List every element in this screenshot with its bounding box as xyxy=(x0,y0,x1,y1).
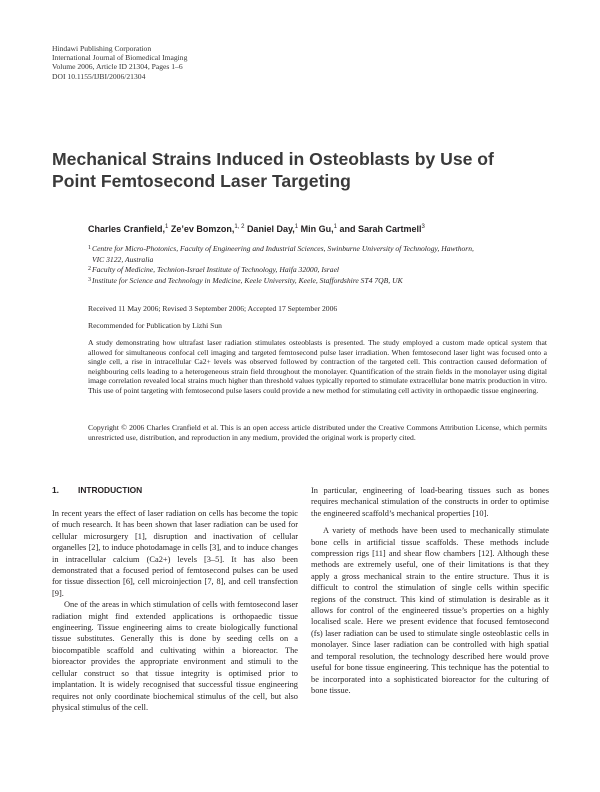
body-paragraph: In recent years the effect of laser radiation on cells has become the topic of much research. It has been shown that laser radiation can be used for cellular microsurgery [1], disruption and inactivation of cellular organelles [2], to induce photodamage in cells [3], and to induce changes in intracellular calcium (Ca2+) levels [3–5]. It has also been demonstrated that a focused period of femtosecond pulses can be used for tissue dissection [6], cell microinjection [7, 8], and cell transfection [9]. xyxy=(52,509,298,598)
section-title: INTRODUCTION xyxy=(78,485,143,495)
abstract: A study demonstrating how ultrafast laser radiation stimulates osteoblasts is presented. The study employed a custom made optical system that allowed for simultaneous confocal cell imaging and targeted femtosecond pulse laser irradiation. When femtosecond laser light was focused onto a single cell, a rise in intracellular Ca2+ levels was observed followed by contraction of the targeted cell. This contraction caused deformation of neighbouring cells leading to a heterogeneous strain field throughout the monolayer. Quantification of the strain fields in the monolayer using digital image correlation revealed local strains much higher than threshold values typically reported to stimulate extracellular bone matrix production in vitro. This use of point targeting with femtosecond pulse lasers could provide a new method for stimulating cell activity in orthopaedic tissue engineering. xyxy=(88,338,547,395)
volume-line: Volume 2006, Article ID 21304, Pages 1–6 xyxy=(52,62,183,72)
section-heading xyxy=(52,485,142,495)
doi-line: DOI 10.1155/IJBI/2006/21304 xyxy=(52,71,146,81)
author-affil-mark: 1 xyxy=(294,224,299,230)
affiliations xyxy=(88,244,488,286)
author-affil-mark: 3 xyxy=(421,224,425,230)
affiliation-mark: 2 xyxy=(88,266,91,273)
publication-dates: Received 11 May 2006; Revised 3 September 2006; Accepted 17 September 2006 xyxy=(88,304,338,313)
body-paragraph: In particular, engineering of load-bearing tissues such as bones requires mechanical stimulation of the constructs in order to optimise the engineered scaffold’s mechanical properties [10]. xyxy=(311,486,549,518)
affiliation-mark: 3 xyxy=(88,276,91,283)
article-title xyxy=(52,149,532,192)
title-line-2: Point Femtosecond Laser Targeting xyxy=(52,170,351,191)
recommended-by: Recommended for Publication by Lizhi Sun xyxy=(88,321,222,330)
publisher-line: Hindawi Publishing Corporation xyxy=(52,44,152,53)
title-line-1: Mechanical Strains Induced in Osteoblasts by Use of xyxy=(52,149,494,169)
right-column xyxy=(311,485,549,696)
author-name: Daniel Day, xyxy=(246,224,295,234)
affiliation-text: Faculty of Medicine, Technion-Israel Institute of Technology, Haifa 32000, Israel xyxy=(92,265,340,275)
affiliation-text: Institute for Science and Technology in Medicine, Keele University, Keele, Staffordshire ST4 7QB, UK xyxy=(92,275,403,285)
author-affil-mark: 1, 2 xyxy=(234,224,245,230)
author-name: Min Gu, xyxy=(300,224,334,234)
affiliation xyxy=(88,265,488,276)
author-name: and Sarah Cartmell xyxy=(339,224,422,234)
journal-header xyxy=(52,44,187,81)
affiliation-text: Centre for Micro-Photonics, Faculty of Engineering and Industrial Sciences, Swinburne University of Technology, Hawthorn, VIC 3122, Australia xyxy=(92,244,474,264)
journal-name: International Journal of Biomedical Imaging xyxy=(52,53,188,63)
author-name: Ze’ev Bomzon, xyxy=(170,224,235,234)
affiliation xyxy=(88,276,488,287)
section-number: 1. xyxy=(52,485,59,495)
affiliation xyxy=(88,244,488,265)
copyright-notice: Copyright © 2006 Charles Cranfield et al. This is an open access article distributed under the Creative Commons Attribution License, which permits unrestricted use, distribution, and reproduction in any medium, provided the original work is properly cited. xyxy=(88,423,547,442)
author-name: Charles Cranfield, xyxy=(88,224,166,234)
author-affil-mark: 1 xyxy=(165,224,169,230)
author-affil-mark: 1 xyxy=(333,224,337,230)
affiliation-mark: 1 xyxy=(88,245,91,251)
body-paragraph: A variety of methods have been used to mechanically stimulate bone cells in artificial tissue scaffolds. These methods include compression rigs [11] and shear flow chambers [12]. Although these methods are extremely useful, one of their limitations is that they apply a gross mechanical strain to the entire structure. Thus it is difficult to control the stimulation of single cells within specific regions of the construct. This kind of stimulation is desirable as it allows for control of the engineered tissue’s properties on a highly localised scale. Here we present evidence that focused femtosecond (fs) laser radiation can be used to stimulate single osteoblastic cells in monolayer. Since laser radiation can be controlled with high spatial and temporal resolution, the technology described here would prove useful for bone tissue engineering. This technique has the potential to be incorporated into a sophisticated bioreactor for the culturing of bone tissue. xyxy=(311,526,549,695)
left-column xyxy=(52,508,298,713)
author-list xyxy=(88,224,558,234)
body-paragraph: One of the areas in which stimulation of cells with femtosecond laser radiation might find extended applications is orthopaedic tissue engineering. Tissue engineering aims to create biologically functional tissue substitutes. Generally this is done by seeding cells on a biocompatible scaffold and cultivating within a bioreactor. The bioreactor provides the appropriate environment and stimuli to the cellular construct so that tissue integrity is optimised prior to implantation. It is widely recognised that successful tissue engineering requires not only coordinate biochemical stimulus of the cell, but also physical stimulus of the cell. xyxy=(52,600,298,712)
